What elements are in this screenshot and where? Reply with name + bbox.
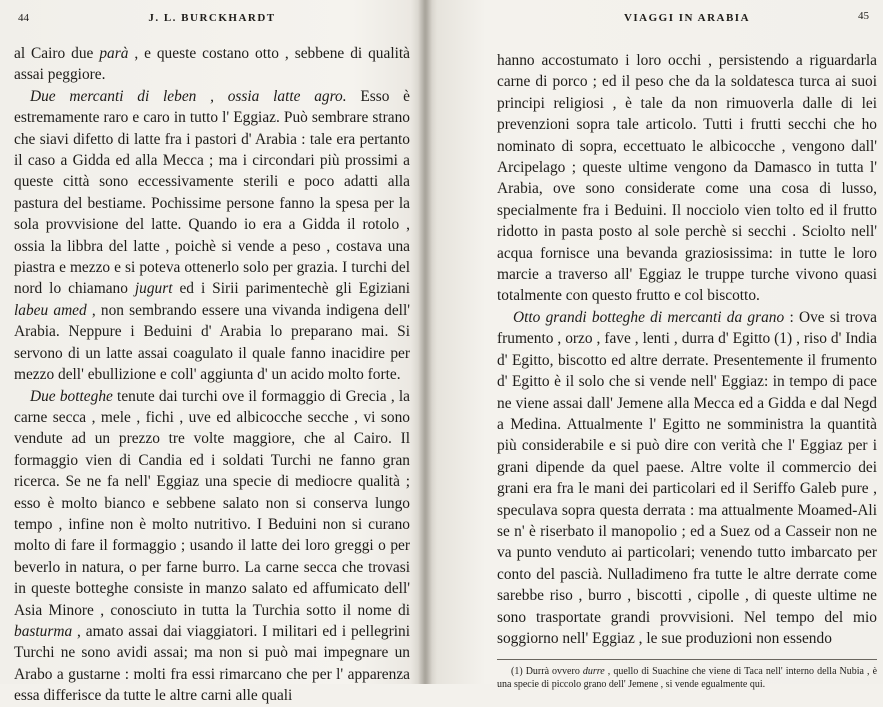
left-body-segment: tenute dai turchi ove il formaggio di Grecia , la carne secca , mele , fichi , uve ed albicocche secche , vi sono vendute ad un prezzo tre volte maggiore, che al Cairo. Il formaggio vien di Candia ed i soldati Turchi ne fanno gran ricerca. Se ne fa nell' Eggiaz una specie di mediocre qualità ; esso è molto bianco e sebbene salato non si conserva lungo tempo , infine non è molto nutritivo. I Beduini non si curano molto di fare il formaggio ; usando il latte dei loro greggi o per beverlo in natura, o per farne burro. La carne secca che trovasi in queste botteghe consiste in manzo salato ed affumicato dell' Asia Minore , conosciuto in tutta la Turchia sotto il nome di (14, 387, 410, 619)
left-body-segment: Due mercanti di leben , ossia latte agro. (30, 87, 347, 105)
left-page-number: 44 (18, 12, 29, 24)
left-running-title: J. L. BURCKHARDT (148, 12, 276, 24)
right-body-text (497, 50, 877, 649)
right-page (497, 0, 878, 690)
right-running-title: VIAGGI IN ARABIA (623, 12, 751, 24)
left-body-segment: parà (99, 45, 129, 62)
left-body-segment: , amato assai dai viaggiatori. I militari ed i pellegrini Turchi ne sono avidi assai; ma non si può mai impegnare un Arabo a gustarne : molti fra essi rimarcano che per l' apparenza essa differisce da tutte le altre carni alle quali (14, 622, 410, 705)
footnote-segment: durre (582, 666, 605, 678)
left-body-segment: al Cairo due (14, 45, 100, 62)
left-page (14, 0, 410, 705)
footnote (497, 666, 877, 691)
book-gutter (418, 0, 432, 684)
left-body-segment: , non sembrando essere una vivanda indigena dell' Arabia. Neppure i Beduini d' Arabia lo preparano mai. Si servono di un latte assai coagulato il quale fanno inacidire per mezzo dell' ebullizione e coll' aggiunta d' un acido molto forte. (14, 301, 410, 384)
right-body-segment: : Ove si trova frumento , orzo , fave , lenti , durra d' Egitto (1) , riso d' India d' Egitto, biscotto ed altre derrate. Presentemente il frumento d' Egitto è il solo che si vende nell' Eggiaz: in tempo di pace ne viene assai dall' Jemene alla Mecca ed a Gidda e dal Negd a Medina. Attualmente l' Egitto ne somministra la quantità più considerabile e si può dire con verità che l' Eggiaz per i grani dipende da quel paese. Altre volte il commercio dei grani era fra le mani dei particolari ed il Seriffo Galeb pure , speculava sopra questa derrata : ma attualmente Moamed-Ali se n' è riserbato il manopolio ; ed a Suez od a Casseir non ne va punto venduto ai particolari; venendo tutto imbarcato per conto del pascià. Nulladimeno fra tutte le altre derrate come sarebbe riso , burro , biscotti , cipolle , di queste ultime ne sono trasportate grandi provvisioni. Nel tempo del mio soggiorno nell' Eggiaz , le sue produzioni non essendo (497, 308, 877, 647)
right-body-segment: Otto grandi botteghe di mercanti da grano (513, 308, 785, 326)
footnote-segment: (1) Durrà ovvero (511, 666, 583, 678)
footnote-segment: , quello di Suachine che viene di Taca nell' interno della Nubia , è una specie di piccolo grano dell' Jemene , si vende egualmente qui. (497, 666, 878, 690)
left-body-segment: Due botteghe (30, 387, 113, 405)
footnote-divider (497, 659, 877, 660)
left-body-paragraph (14, 43, 410, 86)
right-body-segment: hanno accostumato i loro occhi , persistendo a riguardarla carne di porco ; ed il peso che da la soldatesca turca ai suoi principi religiosi , è tale da non rimuoverla dalle di lei prevenzioni sopra tale articolo. Tutti i frutti secchi che ho nominato di sopra, eccettuato le albicocche , vengono dall' Arcipelago ; queste ultime vengono da Damasco in tutta l' Arabia, ove sono considerate come una cosa di lusso, specialmente fra i Beduini. Il nocciolo vien tolto ed il frutto ridotto in pasta posto al sole perchè si secchi . Sciolto nell' acqua fornisce una bevanda graziosissima: in tutte le loro marcie a traverso all' Eggiaz le truppe turche vivono quasi totalmente con questo frutto e col biscotto. (497, 52, 877, 305)
right-body-paragraph (497, 50, 877, 307)
left-body-segment: basturma (14, 622, 73, 640)
left-body-paragraph (14, 386, 410, 707)
left-body-segment: jugurt (134, 280, 173, 298)
left-body-paragraph (14, 86, 410, 386)
left-body-text (14, 43, 410, 707)
left-body-segment: ed i Sirii parimentechè gli Egiziani (172, 280, 410, 298)
left-body-segment: , e queste costano otto , sebbene di qualità assai peggiore. (14, 45, 410, 84)
left-body-segment: labeu amed (14, 301, 87, 319)
right-running-head (497, 12, 877, 30)
left-running-head (14, 12, 410, 30)
right-page-number: 45 (858, 10, 869, 22)
right-body-paragraph (497, 307, 877, 650)
left-body-segment: Esso è estremamente raro e caro in tutto l' Eggiaz. Può sembrare strano che siavi difetto di latte fra i pastori d' Arabia : tale era pertanto il caso a Gidda ed alla Mecca ; ma i circondari più prossimi a queste città sono eccessivamente sterili e poco adatti alla pastura del bestiame. Pochissime persone fanno la spesa per la sola provvisione del latte. Quando io era a Gidda il rotolo , ossia la libbra del latte , poichè si vende a peso , costava una piastra e mezzo e si poteva ottenerlo solo per grazia. I turchi del nord lo chiamano (14, 87, 410, 298)
